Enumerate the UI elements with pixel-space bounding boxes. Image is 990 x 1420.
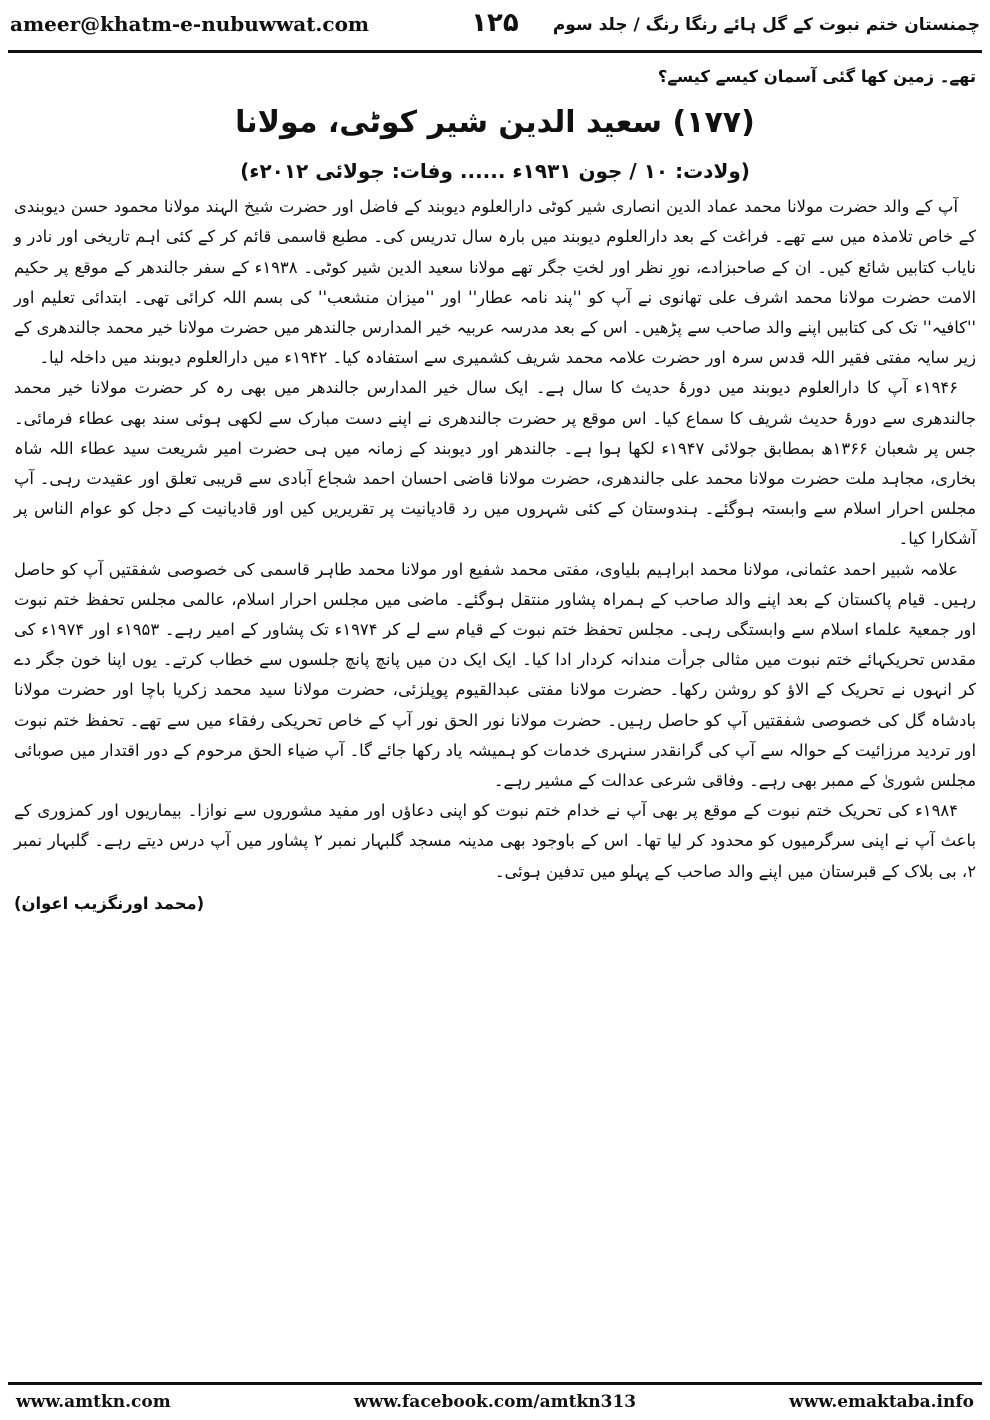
paragraph-2: ۱۹۴۶ء آپ کا دارالعلوم دیوبند میں دورۂ حدیث کا سال ہے۔ ایک سال خیر المدارس جالندھر میں بھی رہ کر حضرت مولانا خیر محمد جالندھری سے دورۂ حدیث شریف کا سماع کیا۔ اس موقع پر حضرت جالندھری نے اپنے دست مبارک سے لکھی ہوئی سند بھی عطاء فرمائی۔ جس پر شعبان ۱۳۶۶ھ بمطابق جولائی ۱۹۴۷ء لکھا ہوا ہے۔ جالندھر اور دیوبند کے زمانہ میں ہی حضرت امیر شریعت سید عطاء اللہ شاہ بخاری، مجاہد ملت حضرت مولانا محمد علی جالندھری، حضرت مولانا قاضی احسان احمد شجاع آبادی سے قریبی تعلق اور عقیدت رہی۔ آپ مجلس احرار اسلام سے وابستہ ہوگئے۔ ہندوستان کے کئی شہروں میں رد قادیانیت پر تقریریں کیں اور قادیانیت کے دجل کو عوام الناس پر آشکارا کیا۔ xyxy=(14,378,976,549)
footer-link-emaktaba[interactable]: www.emaktaba.info xyxy=(789,1392,974,1412)
article-heading: (۱۷۷) سعید الدین شیر کوٹی، مولانا xyxy=(235,105,755,141)
footer-link-facebook[interactable]: www.facebook.com/amtkn313 xyxy=(353,1392,637,1412)
page-header xyxy=(0,0,990,52)
book-title: چمنستان ختم نبوت کے گل ہائے رنگا رنگ / جلد سوم xyxy=(552,15,980,35)
header-divider xyxy=(8,50,982,53)
page-footer xyxy=(0,1388,990,1418)
intro-line: تھے۔ زمین کھا گئی آسمان کیسے کیسے؟ xyxy=(657,67,976,86)
header-email[interactable]: ameer@khatm-e-nubuwwat.com xyxy=(10,12,370,36)
paragraph-4: ۱۹۸۴ء کی تحریک ختم نبوت کے موقع پر بھی آپ نے خدام ختم نبوت کو اپنی دعاؤں اور مفید مشوروں سے نوازا۔ بیماریوں اور کمزوری کے باعث آپ نے اپنی سرگرمیوں کو محدود کر لیا تھا۔ اس کے باوجود بھی مدینہ مسجد گلبہار نمبر ۲ پشاور میں آپ درس دیتے رہے۔ گلبہار نمبر ۲، بی بلاک کے قبرستان میں اپنے والد صاحب کے پہلو میں تدفین ہوئی۔ xyxy=(14,801,977,881)
footer-link-amtkn[interactable]: www.amtkn.com xyxy=(16,1392,171,1412)
author-signature: (محمد اورنگزیب اعوان) xyxy=(14,893,205,913)
paragraph-3: علامہ شبیر احمد عثمانی، مولانا محمد ابراہیم بلیاوی، مفتی محمد شفیع اور مولانا محمد طاہر قاسمی کی خصوصی شفقتیں آپ کو حاصل رہیں۔ قیام پاکستان کے بعد اپنے والد صاحب کے ہمراہ پشاور منتقل ہوگئے۔ ماضی میں مجلس احرار اسلام، عالمی مجلس تحفظ ختم نبوت اور جمعیۃ علماء اسلام سے وابستگی رہی۔ مجلس تحفظ ختم نبوت کے قیام سے لے کر ۱۹۷۴ء تک پشاور کے امیر رہے۔ ۱۹۵۳ء اور ۱۹۷۴ء کی مقدس تحریکہائے ختم نبوت میں مثالی جرأت مندانہ کردار ادا کیا۔ ایک ایک دن میں پانچ پانچ جلسوں سے خطاب کرتے۔ یوں اپنا خون جگر دے کر انہوں نے تحریک کے الاؤ کو روشن رکھا۔ حضرت مولانا مفتی عبدالقیوم پوپلزئی، حضرت مولانا سید محمد زکریا باچا اور حضرت مولانا بادشاہ گل کی خصوصی شفقتیں آپ کو حاصل رہیں۔ حضرت مولانا نور الحق نور آپ کے خاص تحریکی رفقاء میں سے تھے۔ تحفظ ختم نبوت اور تردید مرزائیت کے حوالہ سے آپ کی گرانقدر سنہری خدمات کو ہمیشہ یاد رکھا جائے گا۔ آپ ضیاء الحق مرحوم کے دور اقتدار میں صوبائی مجلس شوریٰ کے ممبر بھی رہے۔ وفاقی شرعی عدالت کے مشیر رہے۔ xyxy=(14,559,976,791)
page-number: ۱۲۵ xyxy=(471,8,519,38)
page-body xyxy=(14,62,976,1378)
footer-divider xyxy=(8,1382,982,1385)
paragraph-1: آپ کے والد حضرت مولانا محمد عماد الدین انصاری شیر کوٹی دارالعلوم دیوبند کے فاضل اور حضرت شیخ الہند مولانا محمود حسن دیوبندی کے خاص تلامذہ میں سے تھے۔ فراغت کے بعد دارالعلوم دیوبند میں بارہ سال تدریس کی۔ مطبع قاسمی قائم کر کے کئی اہم تاریخی اور نادر و نایاب کتابیں شائع کیں۔ ان کے صاحبزادے، نورِ نظر اور لختِ جگر تھے مولانا سعید الدین شیر کوٹی۔ ۱۹۳۸ء کے سفر جالندھر کے موقع پر حکیم الامت حضرت مولانا محمد اشرف علی تھانوی نے آپ کو ''پند نامہ عطار'' اور ''میزان منشعب'' کی بسم اللہ کرائی تھی۔ ابتدائی تعلیم اور ''کافیہ'' تک کی کتابیں اپنے والد صاحب سے پڑھیں۔ اس کے بعد مدرسہ عربیہ خیر المدارس جالندھر میں حضرت مولانا خیر محمد جالندھری کے زیر سایہ مفتی فقیر اللہ قدس سرہ اور حضرت علامہ محمد شریف کشمیری سے استفادہ کیا۔ ۱۹۴۲ء میں دارالعلوم دیوبند میں داخلہ لیا۔ xyxy=(14,197,976,368)
birth-death-dates: (ولادت: ۱۰ / جون ۱۹۳۱ء ...... وفات: جولائی ۲۰۱۲ء) xyxy=(240,159,750,184)
